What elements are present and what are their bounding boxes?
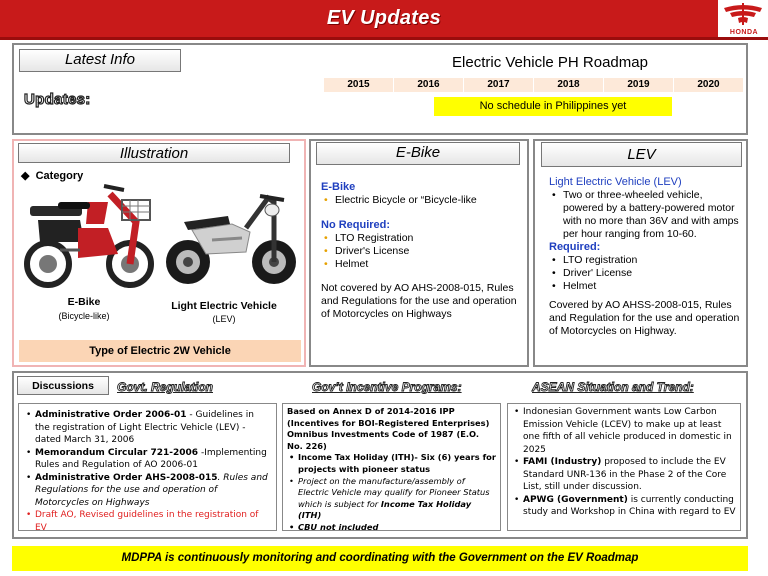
lev-note: Covered by AO AHSS-2008-015, Rules and Regulation for the use and operation of Motorcycles on Highway. [549,299,740,337]
ebike-image [18,180,160,292]
lev-title: LEV [541,142,742,167]
noreq-item: • Helmet [321,258,523,271]
lev-desc: • Two or three-wheeled vehicle, powered by a battery-powered motor with no more than 36V and with amps per hour ranging from 10-60. [549,189,743,241]
lev-label: Light Electric Vehicle [171,300,277,312]
lev-content [549,176,743,338]
govt-regulation-box [18,403,277,531]
category-label: Category [35,170,84,182]
incentive-item: • CBU not included [287,522,496,534]
page-title: EV Updates [326,7,442,29]
roadmap-title: Electric Vehicle PH Roadmap [452,54,648,71]
incentive-item: • Income Tax Holiday (ITH)- Six (6) years for projects with pioneer status [287,452,496,475]
govt-item: • Memorandum Circular 721-2006 -Implementing Rules and Regulation of AO 2006-01 [24,447,271,472]
govt-item: • Administrative Order 2006-01 - Guidelines in the registration of Light Electric Vehicle (LEV) - dated March 31, 2006 [24,409,271,447]
noreq-item: • Driver's License [321,245,523,258]
year-2016: 2016 [394,78,463,92]
latest-info-label: Latest Info [19,49,181,72]
noreq-item: • LTO Registration [321,232,523,245]
ebike-label: E-Bike [67,296,101,308]
asean-item: • Indonesian Government wants Low Carbon Emission Vehicle (LCEV) to make up at least one fifth of all vehicle produced in domestic in 2025 [512,406,736,456]
lev-image [162,192,302,290]
asean-item: • APWG (Government) is currently conducting study and Workshop in China with regard to EV [512,494,736,519]
logo-text: HONDA [729,29,759,36]
year-2019: 2019 [604,78,673,92]
lev-heading: Light Electric Vehicle (LEV) [549,176,682,188]
ebike-heading: E-Bike [321,181,356,193]
year-2017: 2017 [464,78,533,92]
req-item: • Helmet [549,280,743,293]
req-item: • LTO registration [549,254,743,267]
diamond-icon: ◆ [21,170,30,182]
discussions-label: Discussions [17,376,109,395]
vehicle-type-footer: Type of Electric 2W Vehicle [19,340,301,362]
year-2020: 2020 [674,78,743,92]
govt-regulation-title: Govt. Regulation [117,380,213,394]
noreq-heading: No Required: [321,219,391,231]
ebike-item: • Electric Bicycle or “Bicycle-like [321,194,523,207]
ebike-sublabel: (Bicycle-like) [58,311,110,321]
lev-sublabel: (LEV) [212,314,236,324]
footer-banner: MDPPA is continuously monitoring and coordinating with the Government on the EV Roadmap [12,546,748,571]
incentive-item: • Project on the manufacture/assembly of Electric Vehicle may qualify for Pioneer Status which is subject for Income Tax Holiday (ITH) [287,476,496,522]
incentive-box [282,403,501,531]
ebike-content [321,181,523,321]
updates-label: Updates: [24,91,91,108]
incentive-programs-title: Gov’t Incentive Programs: [312,380,462,394]
req-heading: Required: [549,241,601,253]
schedule-note: No schedule in Philippines yet [434,97,672,116]
wing-icon [718,0,768,30]
govt-draft-item: • Draft AO, Revised guidelines in the registration of EV [24,509,271,534]
ebike-note: Not covered by AO AHS-2008-015, Rules and Regulations for the use and operation of Motorcycles on Highways [321,282,517,320]
year-2018: 2018 [534,78,603,92]
year-2015: 2015 [324,78,393,92]
ebike-title: E-Bike [316,142,520,165]
incentive-intro: Based on Annex D of 2014-2016 IPP (Incentives for BOI-Registered Enterprises) Omnibus Investments Code of 1987 (E.O. No. 226) [287,406,490,451]
asean-item: • FAMI (Industry) proposed to include the EV Standard UNR-136 in the Phase 2 of the Core List, still under discussion. [512,456,736,494]
req-item: • Driver' License [549,267,743,280]
illustration-title: Illustration [18,143,290,163]
asean-box [507,403,741,531]
govt-item: • Administrative Order AHS-2008-015. Rules and Regulations for the use and operation of Motorcycles on Highways [24,472,271,510]
asean-title: ASEAN Situation and Trend: [532,380,694,394]
